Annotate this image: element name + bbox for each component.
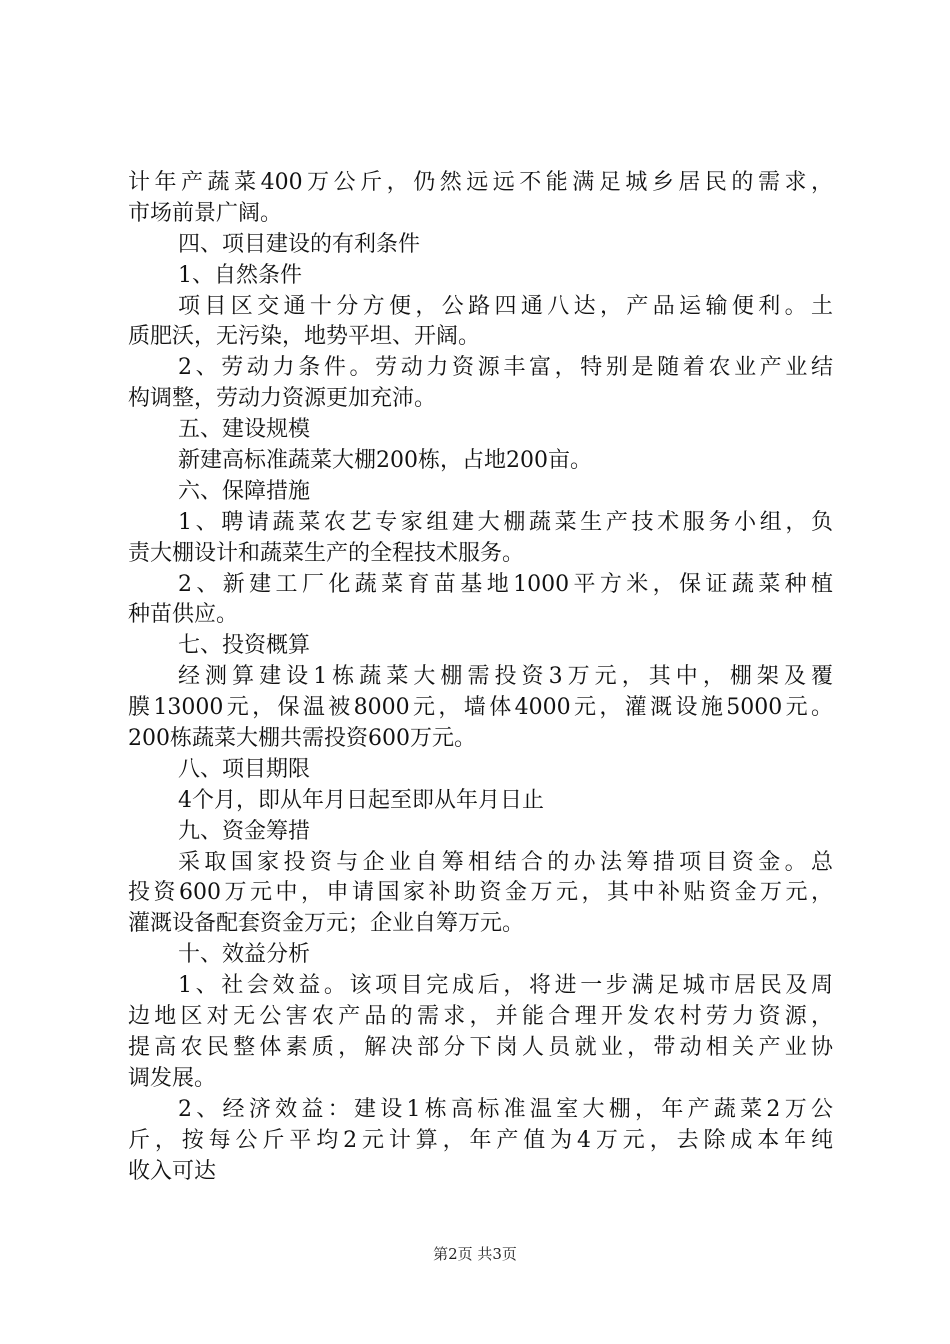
text-line: 市场前景广阔。 bbox=[128, 200, 283, 226]
text-line: 种苗供应。 bbox=[128, 602, 239, 628]
text-line: 斤，按每公斤平均2元计算，年产值为4万元，去除成本年纯 bbox=[128, 1127, 833, 1153]
text-line: 灌溉设备配套资金万元；企业自筹万元。 bbox=[128, 911, 525, 937]
section-heading: 十、效益分析 bbox=[178, 942, 311, 968]
section-heading: 八、项目期限 bbox=[178, 756, 311, 782]
text-line: 边地区对无公害农产品的需求，并能合理开发农村劳力资源， bbox=[128, 1004, 833, 1030]
text-line: 计年产蔬菜400万公斤，仍然远远不能满足城乡居民的需求， bbox=[128, 170, 833, 195]
text-line: 责大棚设计和蔬菜生产的全程技术服务。 bbox=[128, 540, 525, 566]
text-line: 2、经济效益：建设1栋高标准温室大棚，年产蔬菜2万公 bbox=[178, 1096, 833, 1122]
text-line: 采取国家投资与企业自筹相结合的办法筹措项目资金。总 bbox=[178, 849, 833, 875]
page-footer: 第2页 共3页 bbox=[433, 1245, 517, 1263]
text-line: 收入可达 bbox=[128, 1158, 217, 1184]
section-heading: 四、项目建设的有利条件 bbox=[178, 231, 421, 257]
text-line: 1、聘请蔬菜农艺专家组建大棚蔬菜生产技术服务小组，负 bbox=[178, 509, 833, 535]
section-heading: 七、投资概算 bbox=[178, 633, 311, 659]
text-line: 2、新建工厂化蔬菜育苗基地1000平方米，保证蔬菜种植 bbox=[178, 571, 833, 597]
text-line: 膜13000元，保温被8000元，墙体4000元，灌溉设施5000元。 bbox=[128, 695, 833, 721]
text-line: 1、社会效益。该项目完成后，将进一步满足城市居民及周 bbox=[178, 973, 833, 999]
text-line: 项目区交通十分方便，公路四通八达，产品运输便利。土 bbox=[178, 293, 833, 319]
section-heading: 1、自然条件 bbox=[178, 262, 302, 288]
section-heading: 九、资金筹措 bbox=[178, 818, 311, 844]
text-line: 2、劳动力条件。劳动力资源丰富，特别是随着农业产业结 bbox=[178, 355, 833, 381]
text-line: 4个月，即从年月日起至即从年月日止 bbox=[178, 787, 544, 813]
section-heading: 六、保障措施 bbox=[178, 478, 311, 504]
text-line: 新建高标准蔬菜大棚200栋，占地200亩。 bbox=[178, 448, 592, 474]
text-line: 构调整，劳动力资源更加充沛。 bbox=[128, 386, 437, 412]
section-heading: 五、建设规模 bbox=[178, 417, 311, 443]
text-line: 投资600万元中，申请国家补助资金万元，其中补贴资金万元， bbox=[128, 880, 833, 906]
text-line: 调发展。 bbox=[128, 1065, 217, 1091]
text-line: 提高农民整体素质，解决部分下岗人员就业，带动相关产业协 bbox=[128, 1034, 833, 1060]
text-line: 经测算建设1栋蔬菜大棚需投资3万元，其中，棚架及覆 bbox=[178, 664, 833, 690]
document-body bbox=[128, 168, 833, 1187]
text-line: 质肥沃，无污染，地势平坦、开阔。 bbox=[128, 324, 481, 350]
text-line: 200栋蔬菜大棚共需投资600万元。 bbox=[128, 726, 476, 752]
